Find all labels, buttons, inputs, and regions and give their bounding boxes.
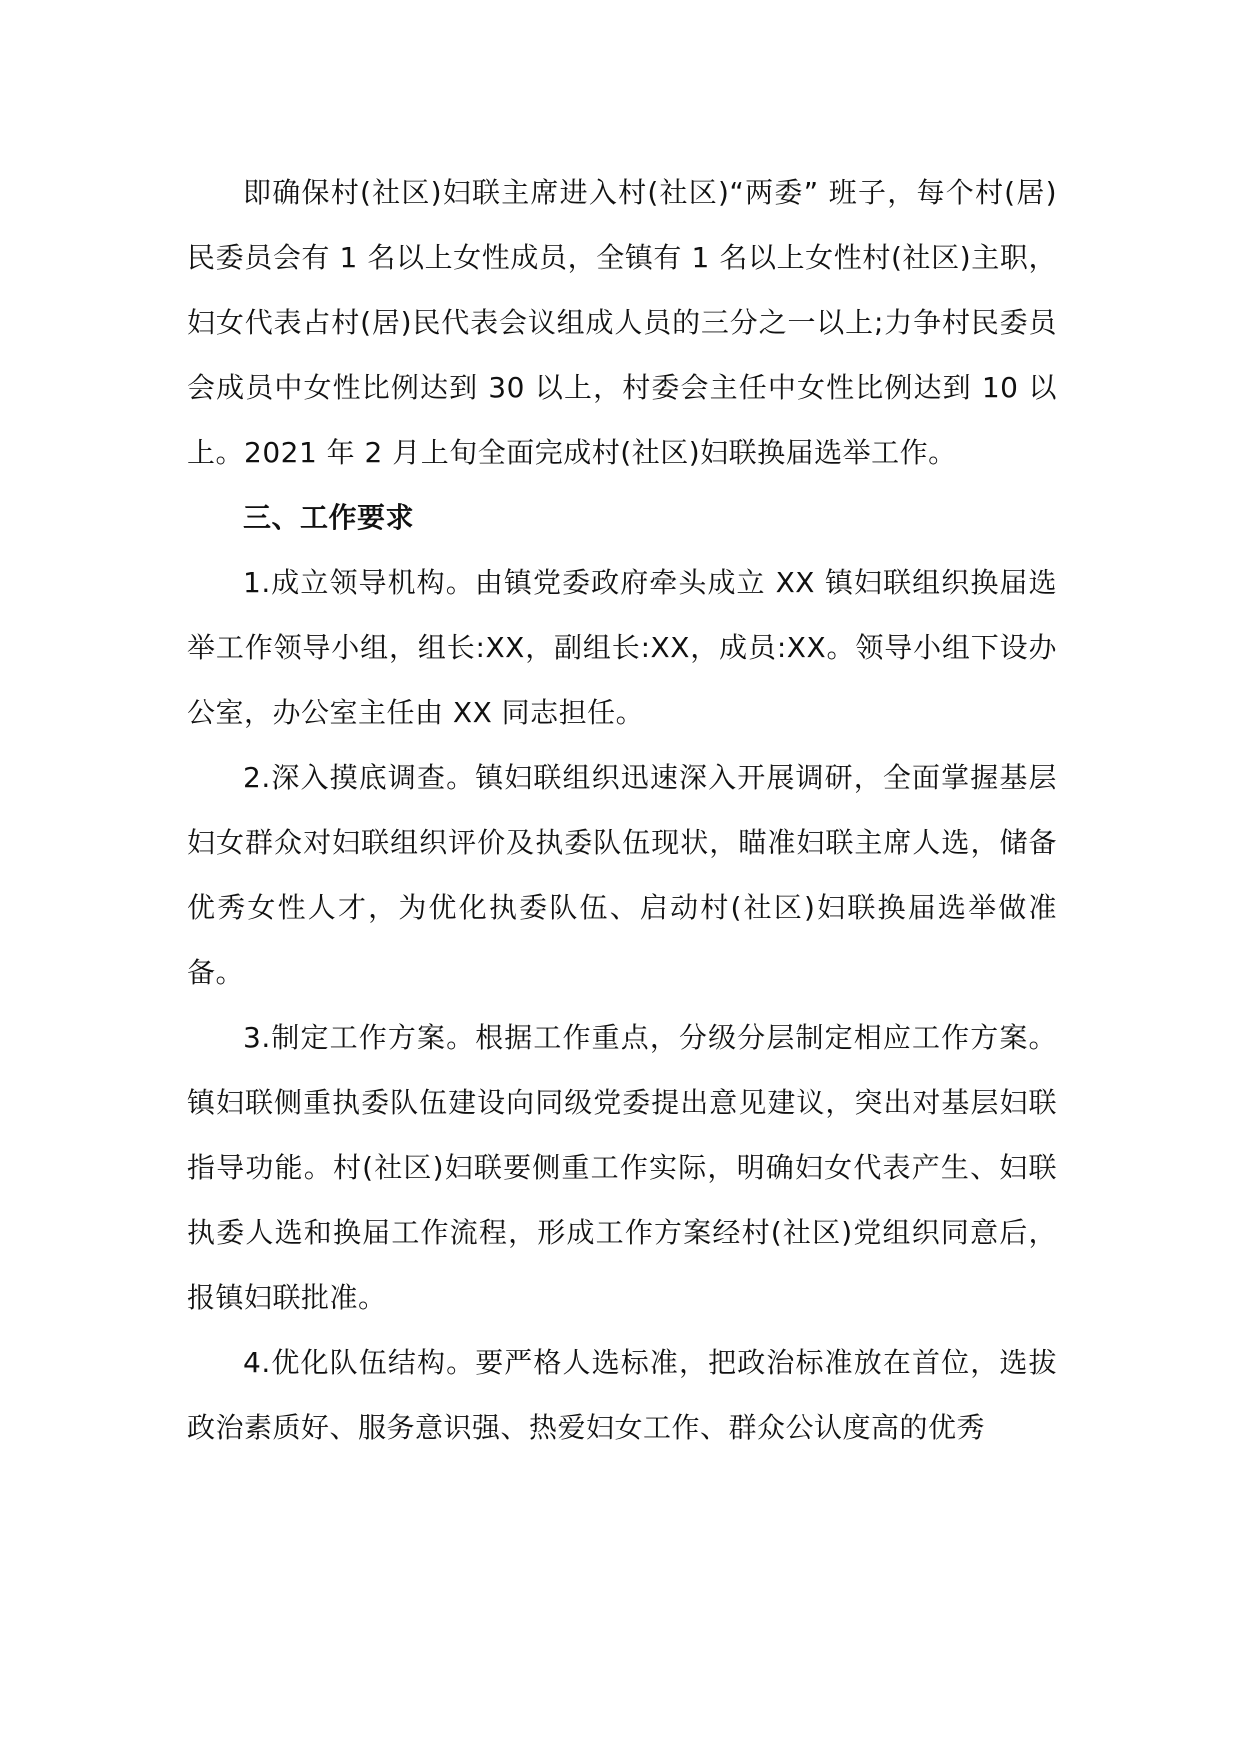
document-body [187, 160, 1057, 1460]
paragraph-election-goals: 即确保村(社区)妇联主席进入村(社区)“两委” 班子，每个村(居)民委员会有 1 名以上女性成员，全镇有 1 名以上女性村(社区)主职，妇女代表占村(居)民代表会议组成人员的三分之一以上;力争村民委员会成员中女性比例达到 30 以上，村委会主任中女性比例达到 10 以上。2021 年 2 月上旬全面完成村(社区)妇联换届选举工作。 [187, 176, 1057, 469]
paragraph-team-structure: 4.优化队伍结构。要严格人选标准，把政治标准放在首位，选拔政治素质好、服务意识强、热爱妇女工作、群众公认度高的优秀 [187, 1346, 1057, 1444]
section-heading-work-requirements: 三、工作要求 [243, 501, 415, 534]
paragraph-work-plan: 3.制定工作方案。根据工作重点，分级分层制定相应工作方案。镇妇联侧重执委队伍建设向同级党委提出意见建议，突出对基层妇联指导功能。村(社区)妇联要侧重工作实际，明确妇女代表产生、妇联执委人选和换届工作流程，形成工作方案经村(社区)党组织同意后，报镇妇联批准。 [187, 1021, 1057, 1314]
paragraph-investigation: 2.深入摸底调查。镇妇联组织迅速深入开展调研，全面掌握基层妇女群众对妇联组织评价及执委队伍现状，瞄准妇联主席人选，储备优秀女性人才，为优化执委队伍、启动村(社区)妇联换届选举做准备。 [187, 761, 1057, 989]
paragraph-leadership-body: 1.成立领导机构。由镇党委政府牵头成立 XX 镇妇联组织换届选举工作领导小组，组长:XX，副组长:XX，成员:XX。领导小组下设办公室，办公室主任由 XX 同志担任。 [187, 566, 1057, 729]
